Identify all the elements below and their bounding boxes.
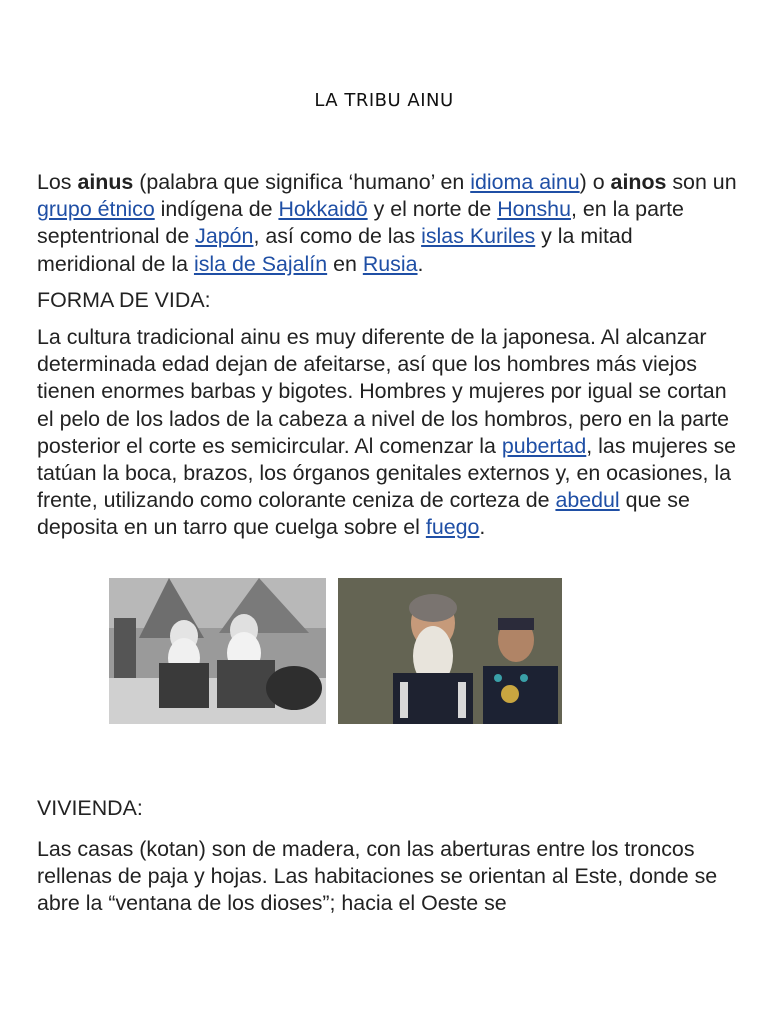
intro-text: indígena de (154, 197, 279, 222)
forma-text: , las mujeres se tatúan la boca, brazos, los órganos genitales externos y, en ocasiones, la frente, utilizando como colorante ceniza de corteza de (37, 433, 737, 513)
intro-text: Los (37, 170, 78, 194)
page-title: LA TRIBU AINU (314, 90, 454, 111)
photo-ainu-elders-bw (109, 578, 326, 724)
intro-text: , así como de las (253, 224, 422, 249)
link-islas-kuriles[interactable]: islas Kuriles (421, 224, 536, 249)
forma-text: . (479, 515, 486, 540)
photo-ainu-couple-color (338, 578, 562, 724)
link-honshu[interactable]: Honshu (497, 197, 571, 222)
forma-text: que se deposita en un tarro que cuelga sobre el (37, 488, 690, 540)
intro-text: son un (666, 170, 737, 194)
section-heading-forma-de-vida: FORMA DE VIDA: (37, 288, 211, 312)
link-pubertad[interactable]: pubertad (501, 433, 587, 458)
section-heading-vivienda: VIVIENDA: (37, 796, 143, 820)
vivienda-paragraph: Las casas (kotan) son de madera, con las aberturas entre los troncos rellenas de paja y hojas. Las habitaciones se orientan al Este, donde se abre la “ventana de los dioses”; hacia el Oeste se (37, 837, 718, 916)
forma-text: La cultura tradicional ainu es muy diferente de la japonesa. Al alcanzar determinada edad dejan de afeitarse, así que los hombres más viejos tienen enormes barbas y bigotes. Hombres y mujeres por igual se cortan el pelo de los lados de la cabeza a nivel de los hombros, pero en la parte posterior el corte es semicircular. Al comenzar la (37, 325, 730, 458)
intro-text: y la mitad meridional de la (37, 224, 633, 276)
intro-text: y el norte de (367, 197, 498, 222)
forma-de-vida-paragraph (37, 324, 737, 542)
link-fuego[interactable]: fuego (425, 515, 480, 540)
term-ainos: ainos (610, 170, 667, 194)
link-abedul[interactable]: abedul (555, 488, 620, 513)
intro-text: . (417, 251, 424, 276)
intro-text: en (327, 251, 363, 276)
intro-paragraph (37, 169, 737, 278)
term-ainus: ainus (77, 170, 134, 194)
link-rusia[interactable]: Rusia (362, 251, 418, 276)
intro-text: ) o (579, 170, 611, 194)
intro-text: , en la parte septentrional de (37, 197, 684, 249)
link-japon[interactable]: Japón (195, 224, 254, 249)
link-hokkaido[interactable]: Hokkaidō (278, 197, 368, 222)
intro-text: (palabra que significa ‘humano’ en (133, 170, 471, 194)
link-grupo-etnico[interactable]: grupo étnico (37, 197, 155, 222)
link-isla-de-sajalin[interactable]: isla de Sajalín (193, 251, 328, 276)
link-idioma-ainu[interactable]: idioma ainu (470, 170, 580, 194)
